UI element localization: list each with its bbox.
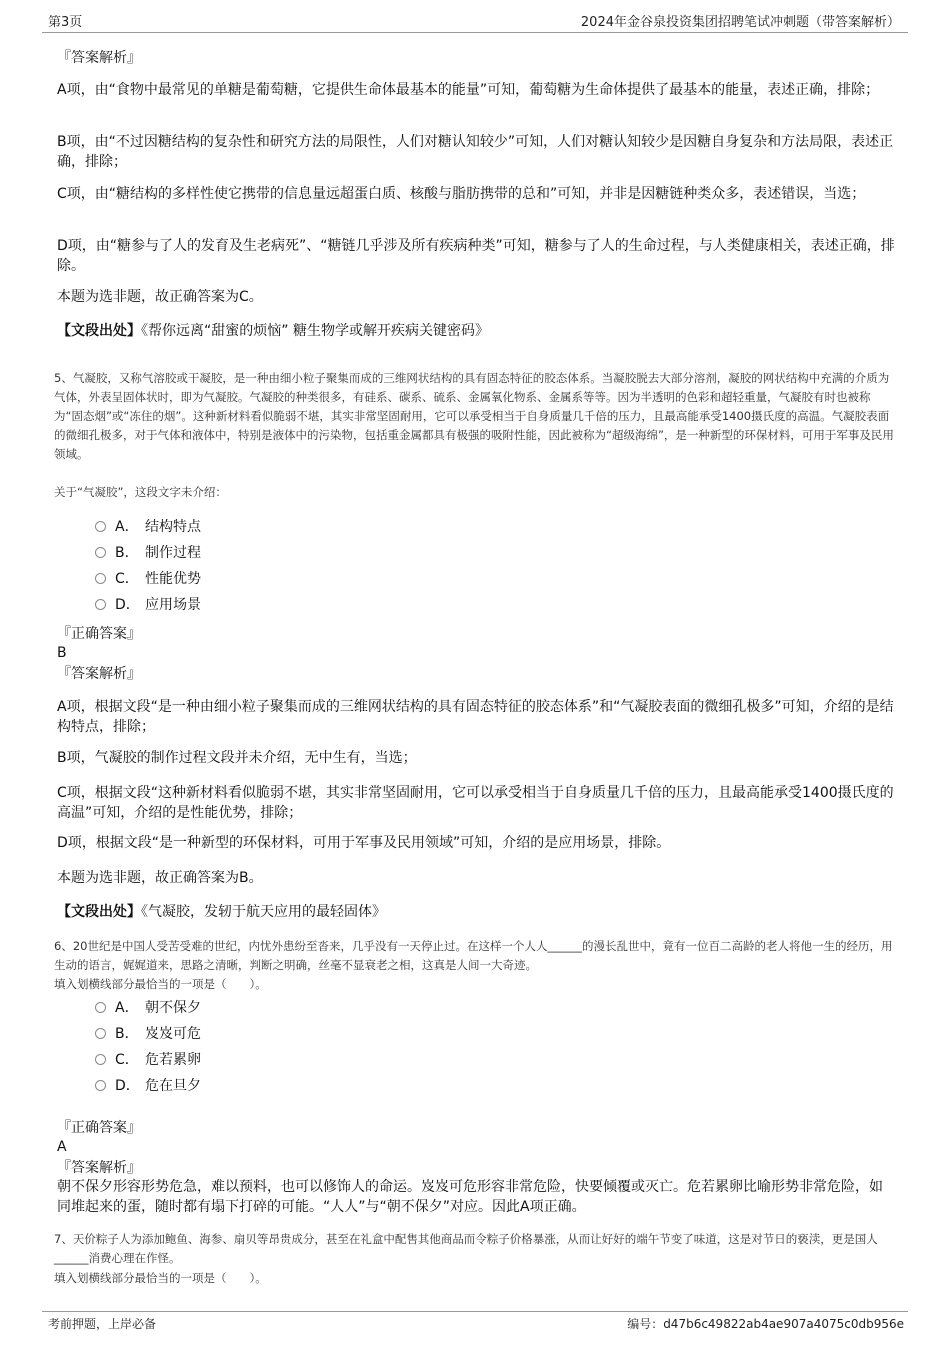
page-footer <box>42 1311 908 1331</box>
q6-option-b[interactable]: B． 岌岌可危 <box>95 1022 201 1048</box>
radio-icon[interactable] <box>95 1080 106 1091</box>
q7-passage: 7、天价粽子人为添加鲍鱼、海参、扇贝等昂贵成分，甚至在礼盒中配售其他商品而令粽子价格暴涨，从而让好好的端午节变了味道，这是对节日的亵渎，更是国人______消费心理在作怪。 <box>54 1232 878 1265</box>
q5-question: 关于“气凝胶”，这段文字未介绍： <box>54 485 227 499</box>
page-header <box>42 12 908 33</box>
document-title: 2024年金谷泉投资集团招聘笔试冲刺题（带答案解析） <box>580 15 900 30</box>
q5-analysis-b: B项，气凝胶的制作过程文段并未介绍，无中生有，当选； <box>57 750 417 766</box>
footer-document-id: 编号：d47b6c49822ab4ae907a4075c0db956e <box>627 1317 904 1331</box>
q5-analysis-d: D项，根据文段“是一种新型的环保材料，可用于军事及民用领域”可知，介绍的是应用场景，排除。 <box>57 835 671 851</box>
source-label: 【文段出处】 <box>57 904 141 920</box>
q6-option-a[interactable]: A． 朝不保夕 <box>95 996 201 1022</box>
q4-analysis-b: B项，由“不过因糖结构的复杂性和研究方法的局限性，人们对糖认知较少”可知，人们对糖认知较少是因糖自身复杂和方法局限，表述正确，排除； <box>57 134 894 170</box>
q7-question: 填入划横线部分最恰当的一项是（ ）。 <box>54 1271 267 1285</box>
q5-option-b[interactable]: B． 制作过程 <box>95 541 201 567</box>
q5-option-c[interactable]: C． 性能优势 <box>95 567 201 593</box>
radio-icon[interactable] <box>95 573 106 584</box>
radio-icon[interactable] <box>95 547 106 558</box>
footer-slogan: 考前押题，上岸必备 <box>48 1317 157 1331</box>
q5-source <box>57 901 895 921</box>
radio-icon[interactable] <box>95 1054 106 1065</box>
q5-analysis-label: 『答案解析』 <box>57 666 141 682</box>
radio-icon[interactable] <box>95 599 106 610</box>
radio-icon[interactable] <box>95 1002 106 1013</box>
page-number: 第3页 <box>48 15 83 30</box>
q6-options <box>95 996 201 1100</box>
q5-analysis-c: C项，根据文段“这种新材料看似脆弱不堪，其实非常坚固耐用，它可以承受相当于自身质量几千倍的压力，且最高能承受1400摄氏度的高温”可知，介绍的是性能优势，排除； <box>57 785 894 821</box>
q6-option-c[interactable]: C． 危若累卵 <box>95 1048 201 1074</box>
q5-options <box>95 515 201 619</box>
q6-answer: A <box>57 1139 67 1155</box>
q4-conclusion: 本题为选非题，故正确答案为C。 <box>57 289 263 305</box>
q5-option-d[interactable]: D． 应用场景 <box>95 593 201 619</box>
radio-icon[interactable] <box>95 521 106 532</box>
source-label: 【文段出处】 <box>57 323 141 339</box>
q5-conclusion: 本题为选非题，故正确答案为B。 <box>57 870 263 886</box>
q6-option-d[interactable]: D． 危在旦夕 <box>95 1074 201 1100</box>
source-text: 《帮你远离“甜蜜的烦恼” 糖生物学或解开疾病关键密码》 <box>141 323 489 339</box>
q5-analysis-a: A项，根据文段“是一种由细小粒子聚集而成的三维网状结构的具有固态特征的胶态体系”和“气凝胶表面的微细孔极多”可知，介绍的是结构特点，排除； <box>57 699 894 735</box>
q4-analysis-c: C项，由“糖结构的多样性使它携带的信息量远超蛋白质、核酸与脂肪携带的总和”可知，并非是因糖链种类众多，表述错误，当选； <box>57 186 866 202</box>
q5-answer-label: 『正确答案』 <box>57 626 141 642</box>
q4-source <box>57 320 895 340</box>
q5-answer: B <box>57 645 67 661</box>
q6-answer-label: 『正确答案』 <box>57 1120 141 1136</box>
q4-analysis-d: D项，由“糖参与了人的发育及生老病死”、“糖链几乎涉及所有疾病种类”可知，糖参与了人的生命过程，与人类健康相关，表述正确，排除。 <box>57 238 895 274</box>
q6-analysis-label: 『答案解析』 <box>57 1160 141 1176</box>
radio-icon[interactable] <box>95 1028 106 1039</box>
q6-passage: 6、20世纪是中国人受苦受难的世纪，内忧外患纷至沓来，几乎没有一天停止过。在这样一个人人______的漫长乱世中，竟有一位百二高龄的老人将他一生的经历，用生动的语言，娓娓道来，思路之清晰，判断之明确，丝毫不显衰老之相，这真是人间一大奇迹。 <box>54 939 893 972</box>
q6-question: 填入划横线部分最恰当的一项是（ ）。 <box>54 977 267 991</box>
q5-passage: 5、气凝胶，又称气溶胶或干凝胶，是一种由细小粒子聚集而成的三维网状结构的具有固态特征的胶态体系。当凝胶脱去大部分溶剂，凝胶的网状结构中充满的介质为气体，外表呈固体状时，即为气凝胶。气凝胶的种类很多，有硅系、碳系、硫系、金属氧化物系、金属系等等。因为半透明的色彩和超轻重量，气凝胶有时也被称为“固态烟”或“冻住的烟”。这种新材料看似脆弱不堪，其实非常坚固耐用，它可以承受相当于自身质量几千倍的压力，且最高能承受1400摄氏度的高温。气凝胶表面的微细孔极多，对于气体和液体中，特别是液体中的污染物，包括重金属都具有极强的吸附性能，因此被称为“超级海绵”，是一种新型的环保材料，可用于军事及民用领域。 <box>54 371 894 461</box>
q4-analysis-label: 『答案解析』 <box>57 50 141 66</box>
q5-option-a[interactable]: A． 结构特点 <box>95 515 201 541</box>
source-text: 《气凝胶，发轫于航天应用的最轻固体》 <box>141 904 386 920</box>
q4-analysis-a: A项，由“食物中最常见的单糖是葡萄糖，它提供生命体最基本的能量”可知，葡萄糖为生命体提供了最基本的能量，表述正确，排除； <box>57 82 880 98</box>
q6-analysis: 朝不保夕形容形势危急，难以预料，也可以修饰人的命运。岌岌可危形容非常危险，快要倾覆或灭亡。危若累卵比喻形势非常危险，如同堆起来的蛋，随时都有塌下打碎的可能。“人人”与“朝不保夕”对应。因此A项正确。 <box>57 1179 883 1215</box>
